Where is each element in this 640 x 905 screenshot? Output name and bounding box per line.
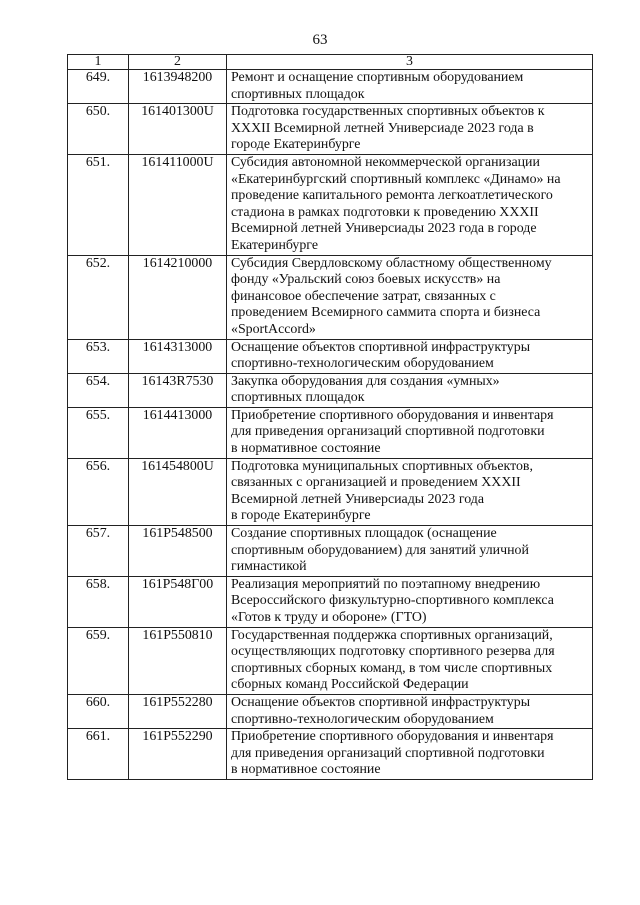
budget-code-cell: 16143R7530: [129, 373, 227, 407]
description-line: спортивных площадок: [231, 390, 365, 406]
description-cell: [227, 694, 593, 728]
row-number-cell: 654.: [68, 373, 129, 407]
table-row: [68, 627, 593, 694]
page-number: 63: [312, 32, 328, 48]
description-line: для приведения организаций спортивной подготовки: [231, 424, 545, 440]
budget-code-cell: 161P552290: [129, 729, 227, 780]
description-line: в городе Екатеринбурге: [231, 508, 371, 524]
description-line: Субсидия Свердловскому областному общественному: [231, 255, 552, 271]
budget-code-cell: 161401300U: [129, 104, 227, 155]
description-cell: [227, 576, 593, 627]
description-line: в нормативное состояние: [231, 762, 381, 778]
budget-code-cell: 161411000U: [129, 154, 227, 255]
description-line: спортивно-технологическим оборудованием: [231, 711, 494, 727]
description-line: Всемирной летней Универсиады 2023 года: [231, 491, 484, 507]
budget-code-cell: 1614413000: [129, 407, 227, 458]
table-row: [68, 694, 593, 728]
description-line: Оснащение объектов спортивной инфраструктуры: [231, 694, 531, 710]
description-cell: [227, 729, 593, 780]
row-number-cell: 660.: [68, 694, 129, 728]
description-cell: [227, 70, 593, 104]
description-line: для приведения организаций спортивной подготовки: [231, 745, 545, 761]
row-number-cell: 657.: [68, 526, 129, 577]
description-line: Всемирной летней Универсиады 2023 года в городе: [231, 221, 537, 237]
description-cell: [227, 407, 593, 458]
description-line: проведением Всемирного саммита спорта и бизнеса: [231, 305, 541, 321]
row-number-cell: 653.: [68, 339, 129, 373]
description-cell: [227, 339, 593, 373]
description-line: Создание спортивных площадок (оснащение: [231, 526, 497, 542]
description-line: «SportAccord»: [231, 321, 316, 337]
description-line: спортивных площадок: [231, 86, 365, 102]
row-number-cell: 650.: [68, 104, 129, 155]
description-cell: [227, 458, 593, 525]
description-line: «Екатеринбургский спортивный комплекс «Динамо» на: [231, 171, 561, 187]
description-cell: [227, 104, 593, 155]
description-cell: [227, 526, 593, 577]
row-number-cell: 655.: [68, 407, 129, 458]
row-number-cell: 651.: [68, 154, 129, 255]
table-row: [68, 339, 593, 373]
table-row: [68, 255, 593, 339]
row-number-cell: 649.: [68, 70, 129, 104]
table-row: [68, 154, 593, 255]
description-line: Ремонт и оснащение спортивным оборудованием: [231, 70, 524, 85]
column-header-name: 3: [227, 55, 593, 70]
description-line: Екатеринбурге: [231, 237, 318, 253]
row-number-cell: 652.: [68, 255, 129, 339]
description-line: Государственная поддержка спортивных организаций,: [231, 627, 553, 643]
table-row: [68, 407, 593, 458]
description-line: связанных с организацией и проведением XXXII: [231, 475, 521, 491]
description-line: Приобретение спортивного оборудования и инвентаря: [231, 729, 554, 745]
description-line: Всероссийского физкультурно-спортивного комплекса: [231, 593, 554, 609]
description-line: проведение капитального ремонта легкоатлетического: [231, 188, 553, 204]
description-line: осуществляющих подготовку спортивного резерва для: [231, 644, 555, 660]
budget-code-cell: 1613948200: [129, 70, 227, 104]
row-number-cell: 658.: [68, 576, 129, 627]
description-line: спортивно-технологическим оборудованием: [231, 356, 494, 372]
budget-code-cell: 161P550810: [129, 627, 227, 694]
description-cell: [227, 154, 593, 255]
budget-code-cell: 161P552280: [129, 694, 227, 728]
column-header-number: 1: [68, 55, 129, 70]
description-line: фонду «Уральский союз боевых искусств» на: [231, 272, 501, 288]
description-line: XXXII Всемирной летней Универсиаде 2023 года в: [231, 120, 534, 136]
description-line: Реализация мероприятий по поэтапному внедрению: [231, 576, 541, 592]
table-row: [68, 70, 593, 104]
description-cell: [227, 255, 593, 339]
description-line: Приобретение спортивного оборудования и инвентаря: [231, 407, 554, 423]
row-number-cell: 659.: [68, 627, 129, 694]
budget-codes-table: [67, 54, 593, 780]
table-row: [68, 576, 593, 627]
description-line: Субсидия автономной некоммерческой организации: [231, 154, 540, 170]
description-line: Подготовка муниципальных спортивных объектов,: [231, 458, 533, 474]
table-row: [68, 458, 593, 525]
description-line: Оснащение объектов спортивной инфраструктуры: [231, 339, 531, 355]
budget-code-cell: 1614313000: [129, 339, 227, 373]
budget-code-cell: 161P548Г00: [129, 576, 227, 627]
table-header-row: [68, 55, 593, 70]
description-line: стадиона в рамках подготовки к проведению XXXII: [231, 204, 539, 220]
budget-code-cell: 161P548500: [129, 526, 227, 577]
table-row: [68, 526, 593, 577]
description-cell: [227, 627, 593, 694]
column-header-code: 2: [129, 55, 227, 70]
description-line: «Готов к труду и обороне» (ГТО): [231, 610, 427, 625]
description-line: Подготовка государственных спортивных объектов к: [231, 104, 545, 120]
description-cell: [227, 373, 593, 407]
description-line: Закупка оборудования для создания «умных»: [231, 373, 500, 389]
budget-code-cell: 1614210000: [129, 255, 227, 339]
row-number-cell: 661.: [68, 729, 129, 780]
table-row: [68, 373, 593, 407]
description-line: спортивным оборудованием) для занятий уличной: [231, 542, 529, 558]
description-line: в нормативное состояние: [231, 441, 381, 457]
description-line: городе Екатеринбурге: [231, 137, 361, 153]
description-line: сборных команд Российской Федерации: [231, 677, 469, 693]
description-line: гимнастикой: [231, 559, 307, 575]
budget-code-cell: 161454800U: [129, 458, 227, 525]
description-line: спортивных сборных команд, в том числе спортивных: [231, 660, 553, 676]
table-row: [68, 104, 593, 155]
row-number-cell: 656.: [68, 458, 129, 525]
table-row: [68, 729, 593, 780]
description-line: финансовое обеспечение затрат, связанных с: [231, 288, 496, 304]
